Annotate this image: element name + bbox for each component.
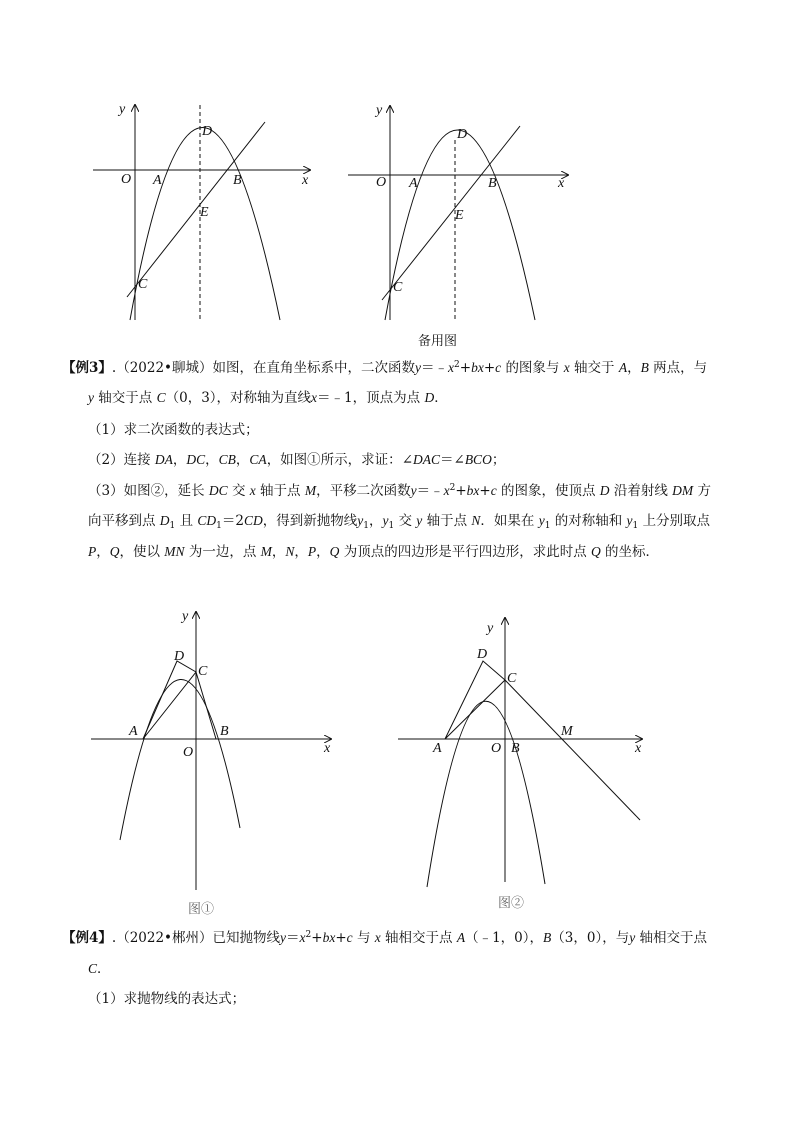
caption-fig2: 图② <box>498 895 525 910</box>
label-c: C <box>393 280 403 295</box>
figure-top-left <box>85 95 325 330</box>
segment-cb <box>196 672 216 739</box>
label-b: B <box>511 741 520 756</box>
label-e: E <box>455 208 464 223</box>
ex4-q1: （1）求抛物线的表达式； <box>88 991 246 1007</box>
label-c: C <box>507 671 517 686</box>
figure-top-right <box>340 100 580 330</box>
label-d: D <box>477 647 488 662</box>
ex3-q3-line2: 向平移到点 $D_1$ 且 $CD_1=2CD$，得到新抛物线$y_1$，$y_1$ 交 y 轴于点 N．如果在 $y_1$ 的对称轴和 $y_1$ 上分别取点 <box>88 513 711 531</box>
label-y: y <box>487 621 494 636</box>
label-e: E <box>200 205 209 220</box>
ex3-line1: 【例3】.（2022•聊城）如图，在直角坐标系中，二次函数$y=﹣x^2+bx+c$ 的图象与 x 轴交于 A，B 两点，与 <box>62 360 708 376</box>
label-x: x <box>635 741 642 756</box>
label-d: D <box>457 127 468 142</box>
parabola <box>120 679 240 840</box>
figure-1 <box>88 600 338 900</box>
label-y: y <box>182 609 189 624</box>
figure-2 <box>395 612 650 892</box>
label-a: A <box>433 741 442 756</box>
ex3-q1: （1）求二次函数的表达式； <box>88 422 259 438</box>
ex4-line1: 【例4】.（2022•郴州）已知抛物线$y=x^2+bx+c$ 与 x 轴相交于点 A（﹣1，0），B（3，0），与y 轴相交于点 <box>62 930 707 946</box>
ex3-q3-line1: （3）如图②，延长 DC 交 x 轴于点 M，平移二次函数$y=﹣x^2+bx+c$ 的图象，使顶点 D 沿着射线 DM 方 <box>88 483 711 499</box>
label-a: A <box>409 176 418 191</box>
caption-backup: 备用图 <box>418 334 458 349</box>
line-cb <box>382 126 520 300</box>
label-m: M <box>561 724 573 739</box>
label-y: y <box>376 103 383 118</box>
ex3-line2: y 轴交于点 C（0，3），对称轴为直线x＝﹣1，顶点为点 D． <box>88 390 448 406</box>
label-c: C <box>198 664 208 679</box>
line-cb <box>127 122 265 297</box>
triangle-dac <box>143 661 196 739</box>
label-x: x <box>302 173 309 188</box>
label-o: O <box>376 175 387 190</box>
ex3-q3-line3: P，Q，使以 MN 为一边，点 M，N，P，Q 为顶点的四边形是平行四边形，求此时点 Q 的坐标． <box>88 544 660 560</box>
parabola <box>427 701 545 887</box>
ray-dm <box>505 680 640 820</box>
parabola <box>385 130 535 320</box>
label-b: B <box>220 724 229 739</box>
label-c: C <box>138 277 148 292</box>
label-y: y <box>119 102 126 117</box>
parabola <box>130 128 280 321</box>
label-o: O <box>121 172 132 187</box>
label-a: A <box>153 173 162 188</box>
label-a: A <box>129 724 138 739</box>
ex3-tag: 【例3】 <box>62 360 112 376</box>
label-o: O <box>491 741 502 756</box>
label-b: B <box>488 176 497 191</box>
triangle-dac <box>445 661 505 739</box>
ex4-line2: C． <box>88 961 111 977</box>
label-b: B <box>233 173 242 188</box>
label-d: D <box>174 649 185 664</box>
ex4-tag: 【例4】 <box>62 930 112 946</box>
ex3-q2: （2）连接 DA，DC，CB，CA，如图①所示，求证：∠DAC＝∠BCO； <box>88 452 506 468</box>
label-x: x <box>324 741 331 756</box>
caption-fig1: 图① <box>188 901 215 916</box>
label-d: D <box>202 124 213 139</box>
label-x: x <box>558 176 565 191</box>
label-o: O <box>183 745 194 760</box>
